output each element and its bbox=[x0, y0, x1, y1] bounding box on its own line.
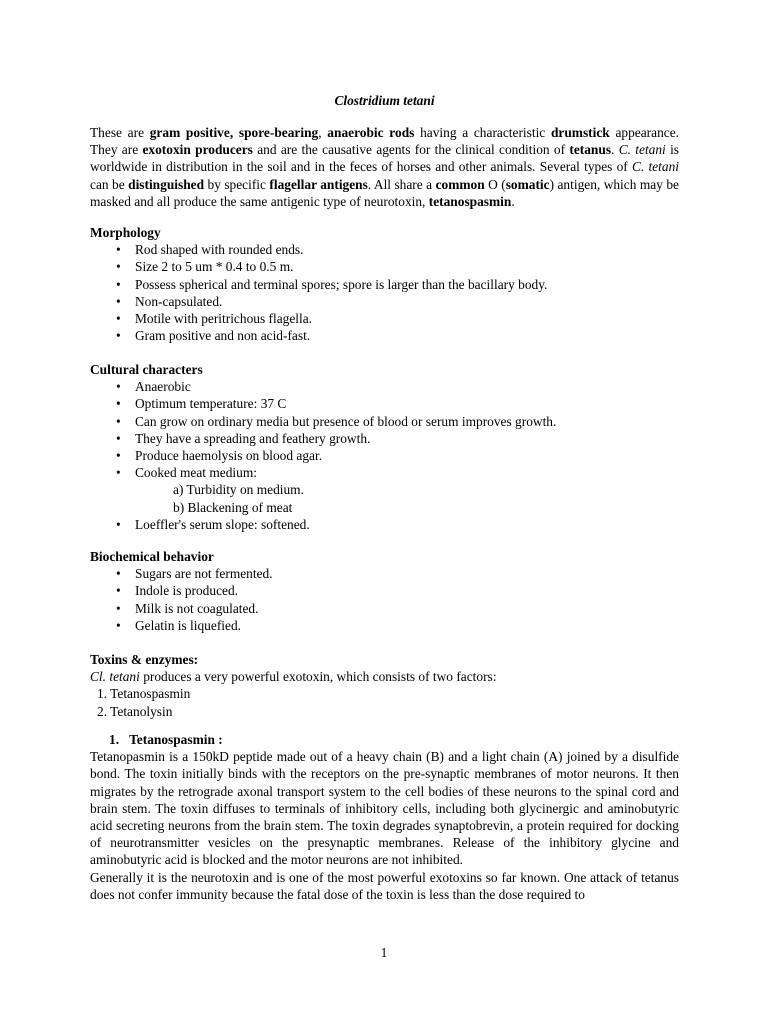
intro-bold: gram positive, spore-bearing bbox=[149, 125, 319, 140]
intro-text: having a characteristic bbox=[414, 125, 551, 140]
list-item: • Possess spherical and terminal spores; spore is larger than the bacillary body. bbox=[90, 276, 679, 293]
list-item: • Rod shaped with rounded ends. bbox=[90, 241, 679, 258]
list-item: • Loeffler's serum slope: softened. bbox=[90, 516, 679, 533]
list-item: • Gelatin is liquefied. bbox=[90, 617, 679, 634]
intro-text: O ( bbox=[484, 176, 506, 192]
morphology-list bbox=[90, 241, 679, 344]
organism-name: Cl. tetani bbox=[90, 669, 140, 685]
list-item: • Gram positive and non acid-fast. bbox=[90, 327, 679, 344]
tetanospasmin-section bbox=[90, 731, 679, 903]
morphology-section bbox=[90, 224, 679, 344]
cultural-list-cont bbox=[90, 516, 679, 533]
list-item: • Size 2 to 5 um * 0.4 to 0.5 m. bbox=[90, 258, 679, 275]
intro-text: ) antigen, which may be masked and all produce the same antigenic type of neurotoxin, bbox=[90, 176, 680, 209]
list-item: • Can grow on ordinary media but presence of blood or serum improves growth. bbox=[90, 413, 679, 430]
intro-bold: common bbox=[435, 176, 485, 192]
sub-item: a) Turbidity on medium. bbox=[173, 482, 304, 498]
intro-text: These are bbox=[90, 125, 150, 140]
numbered-item: 2. Tetanolysin bbox=[97, 703, 173, 719]
section-heading: Toxins & enzymes: bbox=[90, 652, 199, 667]
list-item: • Motile with peritrichous flagella. bbox=[90, 310, 679, 327]
list-item: • They have a spreading and feathery growth. bbox=[90, 430, 679, 447]
intro-bold: drumstick bbox=[550, 125, 610, 140]
intro-text: is worldwide in distribution in the soil and in the feces of horses and other animals. Several types of bbox=[90, 142, 680, 175]
intro-bold: exotoxin producers bbox=[142, 142, 253, 158]
toxins-intro-text: produces a very powerful exotoxin, which consists of two factors: bbox=[139, 669, 497, 685]
cultural-section bbox=[90, 361, 679, 533]
list-item: • Anaerobic bbox=[90, 378, 679, 395]
page-title: Clostridium tetani bbox=[334, 93, 435, 108]
list-item: • Non-capsulated. bbox=[90, 293, 679, 310]
toxins-section bbox=[90, 651, 679, 720]
intro-text: . bbox=[511, 193, 515, 209]
list-item: • Milk is not coagulated. bbox=[90, 600, 679, 617]
section-heading: Cultural characters bbox=[90, 362, 203, 377]
intro-italic: C. tetani bbox=[632, 159, 679, 175]
intro-text: . bbox=[611, 142, 619, 158]
intro-bold: tetanus bbox=[569, 142, 612, 158]
list-item: • Produce haemolysis on blood agar. bbox=[90, 447, 679, 464]
section-heading: Morphology bbox=[90, 225, 161, 240]
intro-text: can be bbox=[90, 176, 129, 192]
intro-text: . All share a bbox=[367, 176, 436, 192]
intro-paragraph bbox=[90, 124, 679, 210]
intro-bold: flagellar antigens bbox=[269, 176, 368, 192]
page-number: 1 bbox=[380, 945, 388, 960]
list-item: • Optimum temperature: 37 C bbox=[90, 395, 679, 412]
intro-text: appearance. They are bbox=[90, 125, 679, 158]
list-item: • Cooked meat medium: bbox=[90, 464, 679, 481]
list-item: • Indole is produced. bbox=[90, 582, 679, 599]
intro-text: , bbox=[318, 125, 328, 140]
tetanospasmin-paragraph: Tetanopasmin is a 150kD peptide made out of a heavy chain (B) and a light chain (A) joined by a disulfide bond. The toxin initially binds with the receptors on the pre-synaptic membranes of motor neurons. It then migrates by the retrograde axonal transport system to the cell bodies of these neurons to the spinal cord and brain stem. The toxin diffuses to terminals of inhibitory cells, including both glycinergic and aminobutyric acid secreting neurons from the brain stem. The toxin degrades synaptobrevin, a protein required for docking of neurotransmitter vesicles on the presynaptic membranes. Release of the inhibitory glycine and aminobutyric acid is blocked and the motor neurons are not inhibited. bbox=[90, 749, 679, 868]
sub-item: b) Blackening of meat bbox=[173, 499, 293, 515]
list-item: • Sugars are not fermented. bbox=[90, 565, 679, 582]
cultural-list bbox=[90, 378, 679, 481]
biochemical-section bbox=[90, 548, 679, 634]
intro-bold: tetanospasmin bbox=[428, 193, 512, 209]
biochemical-list bbox=[90, 565, 679, 634]
toxins-intro bbox=[90, 668, 679, 685]
intro-italic: C. tetani bbox=[618, 142, 666, 158]
intro-text: by specific bbox=[204, 176, 270, 192]
intro-text: and are the causative agents for the clinical condition of bbox=[252, 142, 570, 158]
intro-bold: somatic bbox=[505, 176, 550, 192]
intro-bold: distinguished bbox=[128, 176, 205, 192]
numbered-item: 1. Tetanospasmin bbox=[97, 686, 191, 702]
subsection-heading: 1. Tetanospasmin : bbox=[109, 732, 223, 747]
intro-bold: anaerobic rods bbox=[327, 125, 415, 140]
section-heading: Biochemical behavior bbox=[90, 549, 214, 564]
tetanospasmin-paragraph-2: Generally it is the neurotoxin and is one of the most powerful exotoxins so far known. One attack of tetanus does not confer immunity because the fatal dose of the toxin is less than the dose required to bbox=[90, 869, 679, 902]
